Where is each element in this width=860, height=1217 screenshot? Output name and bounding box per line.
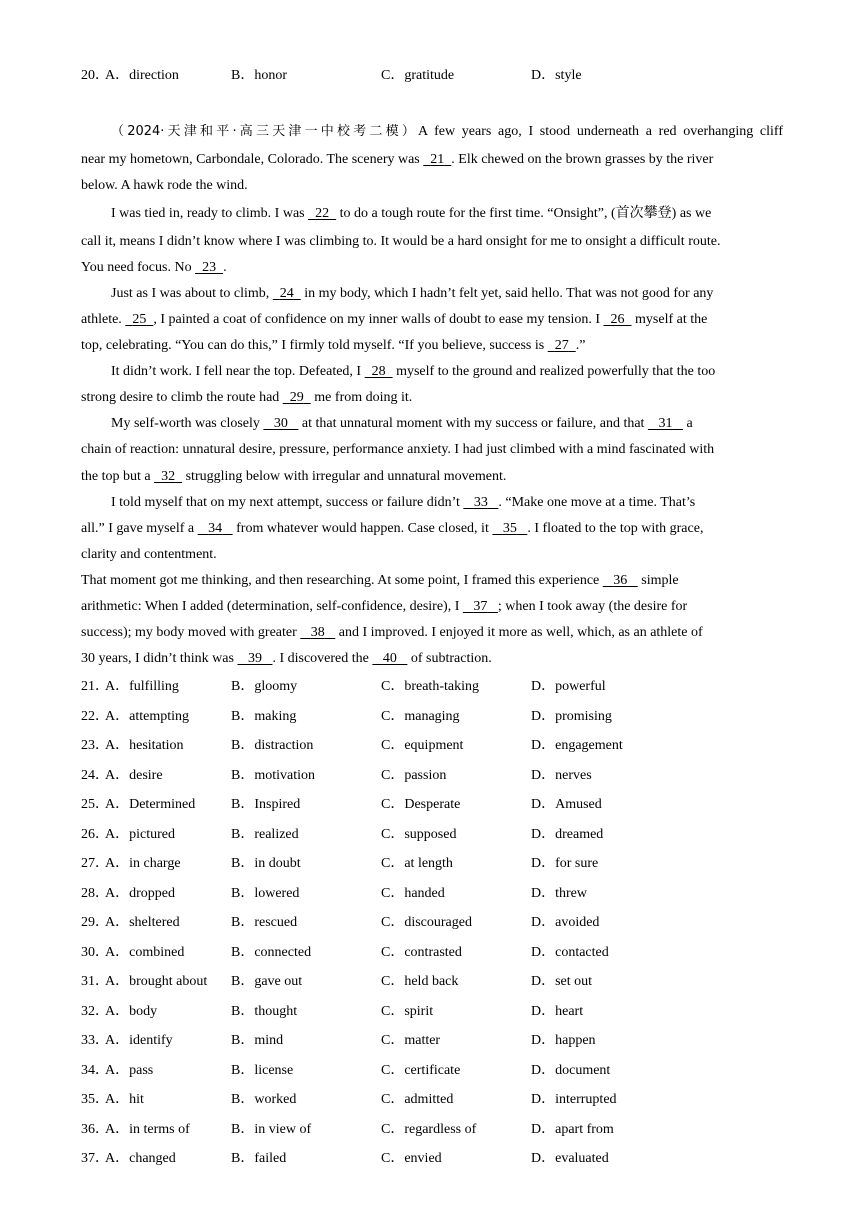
passage-text: Just as I was about to climb, <box>111 286 270 301</box>
option-d: D．heart <box>531 1004 584 1019</box>
passage-line <box>81 310 707 330</box>
passage-text: success); my body moved with greater <box>81 625 297 640</box>
option-d: D．style <box>531 68 582 83</box>
option-d: D．threw <box>531 886 587 901</box>
question-number: 30． <box>81 945 109 960</box>
option-c: C．regardless of <box>381 1122 477 1137</box>
question-number: 28． <box>81 886 109 901</box>
question-row <box>81 795 783 815</box>
passage-text: from whatever would happen. Case closed, it <box>236 521 489 536</box>
passage-text: . I floated to the top with grace, <box>527 521 704 536</box>
option-d: D．evaluated <box>531 1151 609 1166</box>
question-row <box>81 943 783 963</box>
option-a: A．identify <box>105 1033 173 1048</box>
option-d: D．interrupted <box>531 1092 617 1107</box>
passage-text: all.” I gave myself a <box>81 521 195 536</box>
passage-text: near my hometown, Carbondale, Colorado. The scenery was <box>81 152 420 167</box>
option-c: C．held back <box>381 974 459 989</box>
option-c: C．gratitude <box>381 68 455 83</box>
option-b: B．distraction <box>231 738 314 753</box>
option-a: A．sheltered <box>105 915 180 930</box>
question-row <box>81 766 783 786</box>
passage-text: a <box>686 416 693 431</box>
passage-text: chain of reaction: unnatural desire, pressure, performance anxiety. I had just climbed with a mind fascinated with <box>81 442 715 457</box>
option-c: C．matter <box>381 1033 441 1048</box>
passage-text: , I painted a coat of confidence on my inner walls of doubt to ease my tension. I <box>153 312 601 327</box>
passage-text: myself to the ground and realized powerfully that the too <box>396 364 716 379</box>
question-number: 31． <box>81 974 109 989</box>
passage-source: （2024·天津和平·高三天津一中校考二模） <box>111 124 419 139</box>
option-a: A．in terms of <box>105 1122 190 1137</box>
option-d: D．contacted <box>531 945 609 960</box>
passage-text: myself at the <box>635 312 708 327</box>
passage-text: arithmetic: When I added (determination, self-confidence, desire), I <box>81 599 460 614</box>
blank-33: 33 <box>473 495 488 510</box>
option-a: A．hesitation <box>105 738 184 753</box>
blank-34: 34 <box>208 521 223 536</box>
option-c: C．supposed <box>381 827 457 842</box>
passage-text: call it, means I didn’t know where I was climbing to. It would be a hard onsight for me to onsight a difficult route. <box>81 234 721 249</box>
question-row <box>81 1090 783 1110</box>
passage-line <box>81 467 506 487</box>
blank-28: 28 <box>371 364 386 379</box>
passage-line <box>81 519 703 539</box>
passage-line <box>81 649 492 669</box>
passage-text: clarity and contentment. <box>81 547 217 562</box>
passage-text: . I discovered the <box>272 651 369 666</box>
passage-line <box>81 204 711 224</box>
option-a: A．changed <box>105 1151 176 1166</box>
passage-text: You need focus. No <box>81 260 192 275</box>
passage-line <box>81 122 783 142</box>
passage-line <box>81 362 715 382</box>
option-c: C．contrasted <box>381 945 462 960</box>
passage-line <box>81 493 695 513</box>
option-d: D．promising <box>531 709 612 724</box>
option-b: B．making <box>231 709 297 724</box>
passage-line <box>81 571 679 591</box>
passage-text: to do a tough route for the first time. “Onsight”, (首次攀登) as we <box>339 206 712 221</box>
option-a: A．in charge <box>105 856 181 871</box>
question-number: 34． <box>81 1063 109 1078</box>
option-d: D．set out <box>531 974 593 989</box>
option-a: A．body <box>105 1004 158 1019</box>
blank-38: 38 <box>310 625 325 640</box>
question-number: 33． <box>81 1033 109 1048</box>
passage-text: in my body, which I hadn’t felt yet, said hello. That was not good for any <box>304 286 714 301</box>
passage-line <box>81 150 783 170</box>
question-number: 35． <box>81 1092 109 1107</box>
option-c: C．breath-taking <box>381 679 479 694</box>
question-number: 26． <box>81 827 109 842</box>
option-d: D．for sure <box>531 856 599 871</box>
option-b: B．realized <box>231 827 299 842</box>
option-b: B．motivation <box>231 768 315 783</box>
question-row <box>81 1149 783 1169</box>
question-number: 21． <box>81 679 109 694</box>
passage-text: simple <box>641 573 679 588</box>
passage-line <box>81 623 703 643</box>
option-a: A．fulfilling <box>105 679 179 694</box>
option-b: B．worked <box>231 1092 297 1107</box>
option-d: D．apart from <box>531 1122 614 1137</box>
passage-text: ; when I took away (the desire for <box>497 599 688 614</box>
option-b: B．license <box>231 1063 294 1078</box>
passage-text: . <box>223 260 227 275</box>
option-c: C．admitted <box>381 1092 454 1107</box>
question-row <box>81 1002 783 1022</box>
passage-text: That moment got me thinking, and then researching. At some point, I framed this experience <box>81 573 600 588</box>
question-number: 32． <box>81 1004 109 1019</box>
option-a: A．combined <box>105 945 185 960</box>
blank-37: 37 <box>473 599 488 614</box>
blank-32: 32 <box>161 469 176 484</box>
question-row <box>81 825 783 845</box>
passage-text: struggling below with irregular and unnatural movement. <box>185 469 507 484</box>
passage-line <box>81 232 720 252</box>
question-row <box>81 1061 783 1081</box>
passage-text: I was tied in, ready to climb. I was <box>111 206 305 221</box>
option-b: B．in view of <box>231 1122 312 1137</box>
blank-39: 39 <box>247 651 262 666</box>
question-row <box>81 736 783 756</box>
option-d: D．document <box>531 1063 611 1078</box>
passage-text: me from doing it. <box>314 390 413 405</box>
option-b: B．gave out <box>231 974 303 989</box>
option-c: C．spirit <box>381 1004 434 1019</box>
blank-27: 27 <box>554 338 569 353</box>
question-row <box>81 884 783 904</box>
question-number: 37． <box>81 1151 109 1166</box>
option-b: B．Inspired <box>231 797 301 812</box>
question-number: 27． <box>81 856 109 871</box>
option-a: A．desire <box>105 768 163 783</box>
option-b: B．in doubt <box>231 856 301 871</box>
passage-text: top, celebrating. “You can do this,” I firmly told myself. “If you believe, success is <box>81 338 545 353</box>
blank-25: 25 <box>132 312 147 327</box>
passage-line <box>81 176 248 196</box>
blank-29: 29 <box>289 390 304 405</box>
option-d: D．nerves <box>531 768 592 783</box>
passage-text: athlete. <box>81 312 122 327</box>
option-b: B．thought <box>231 1004 298 1019</box>
question-row <box>81 707 783 727</box>
option-d: D．Amused <box>531 797 602 812</box>
option-d: D．happen <box>531 1033 596 1048</box>
passage-text: I told myself that on my next attempt, success or failure didn’t <box>111 495 460 510</box>
question-number: 29． <box>81 915 109 930</box>
blank-23: 23 <box>202 260 217 275</box>
question-number: 24． <box>81 768 109 783</box>
blank-35: 35 <box>502 521 517 536</box>
question-number: 36． <box>81 1122 109 1137</box>
question-row <box>81 854 783 874</box>
blank-26: 26 <box>610 312 625 327</box>
blank-36: 36 <box>613 573 628 588</box>
blank-31: 31 <box>658 416 673 431</box>
option-c: C．handed <box>381 886 445 901</box>
option-b: B．honor <box>231 68 287 83</box>
question-row <box>81 913 783 933</box>
passage-line <box>81 284 713 304</box>
option-a: A．attempting <box>105 709 189 724</box>
blank-22: 22 <box>315 206 330 221</box>
passage-text: below. A hawk rode the wind. <box>81 178 248 193</box>
passage-line <box>81 336 585 356</box>
question-number: 25． <box>81 797 109 812</box>
option-a: A．brought about <box>105 974 208 989</box>
blank-24: 24 <box>279 286 294 301</box>
option-c: C．passion <box>381 768 447 783</box>
question-row <box>81 677 783 697</box>
option-d: D．powerful <box>531 679 606 694</box>
passage-text: of subtraction. <box>410 651 492 666</box>
option-b: B．connected <box>231 945 312 960</box>
option-d: D．dreamed <box>531 827 604 842</box>
passage-text: strong desire to climb the route had <box>81 390 280 405</box>
option-b: B．rescued <box>231 915 298 930</box>
option-c: C．envied <box>381 1151 442 1166</box>
option-c: C．discouraged <box>381 915 472 930</box>
option-d: D．engagement <box>531 738 623 753</box>
option-b: B．failed <box>231 1151 287 1166</box>
passage-text: A few years ago, I stood underneath a red overhanging cliff <box>418 124 783 139</box>
passage-line <box>81 414 693 434</box>
passage-text: the top but a <box>81 469 151 484</box>
passage-line <box>81 440 714 460</box>
blank-21: 21 <box>430 152 445 167</box>
option-a: A．dropped <box>105 886 175 901</box>
passage-text: . Elk chewed on the brown grasses by the river <box>451 152 714 167</box>
option-c: C．Desperate <box>381 797 461 812</box>
passage-line <box>81 388 412 408</box>
passage-line <box>81 545 217 565</box>
option-a: A．Determined <box>105 797 196 812</box>
question-row <box>81 972 783 992</box>
question-row <box>81 1120 783 1140</box>
question-number: 20． <box>81 68 109 83</box>
passage-text: My self-worth was closely <box>111 416 260 431</box>
option-b: B．mind <box>231 1033 284 1048</box>
option-a: A．hit <box>105 1092 144 1107</box>
option-c: C．managing <box>381 709 460 724</box>
question-row-20 <box>81 66 783 86</box>
passage-line <box>81 597 687 617</box>
passage-text: 30 years, I didn’t think was <box>81 651 234 666</box>
option-d: D．avoided <box>531 915 600 930</box>
passage-text: and I improved. I enjoyed it more as well, which, as an athlete of <box>338 625 703 640</box>
option-c: C．certificate <box>381 1063 461 1078</box>
option-b: B．gloomy <box>231 679 298 694</box>
option-b: B．lowered <box>231 886 300 901</box>
blank-40: 40 <box>382 651 397 666</box>
passage-text: .” <box>575 338 586 353</box>
passage-text: at that unnatural moment with my success or failure, and that <box>301 416 645 431</box>
passage-line <box>81 258 227 278</box>
passage-text: . “Make one move at a time. That’s <box>498 495 696 510</box>
option-c: C．at length <box>381 856 453 871</box>
option-a: A．pass <box>105 1063 154 1078</box>
passage-text: It didn’t work. I fell near the top. Defeated, I <box>111 364 362 379</box>
question-row <box>81 1031 783 1051</box>
option-c: C．equipment <box>381 738 464 753</box>
blank-30: 30 <box>273 416 288 431</box>
question-number: 22． <box>81 709 109 724</box>
option-a: A．pictured <box>105 827 175 842</box>
question-number: 23． <box>81 738 109 753</box>
option-a: A．direction <box>105 68 179 83</box>
